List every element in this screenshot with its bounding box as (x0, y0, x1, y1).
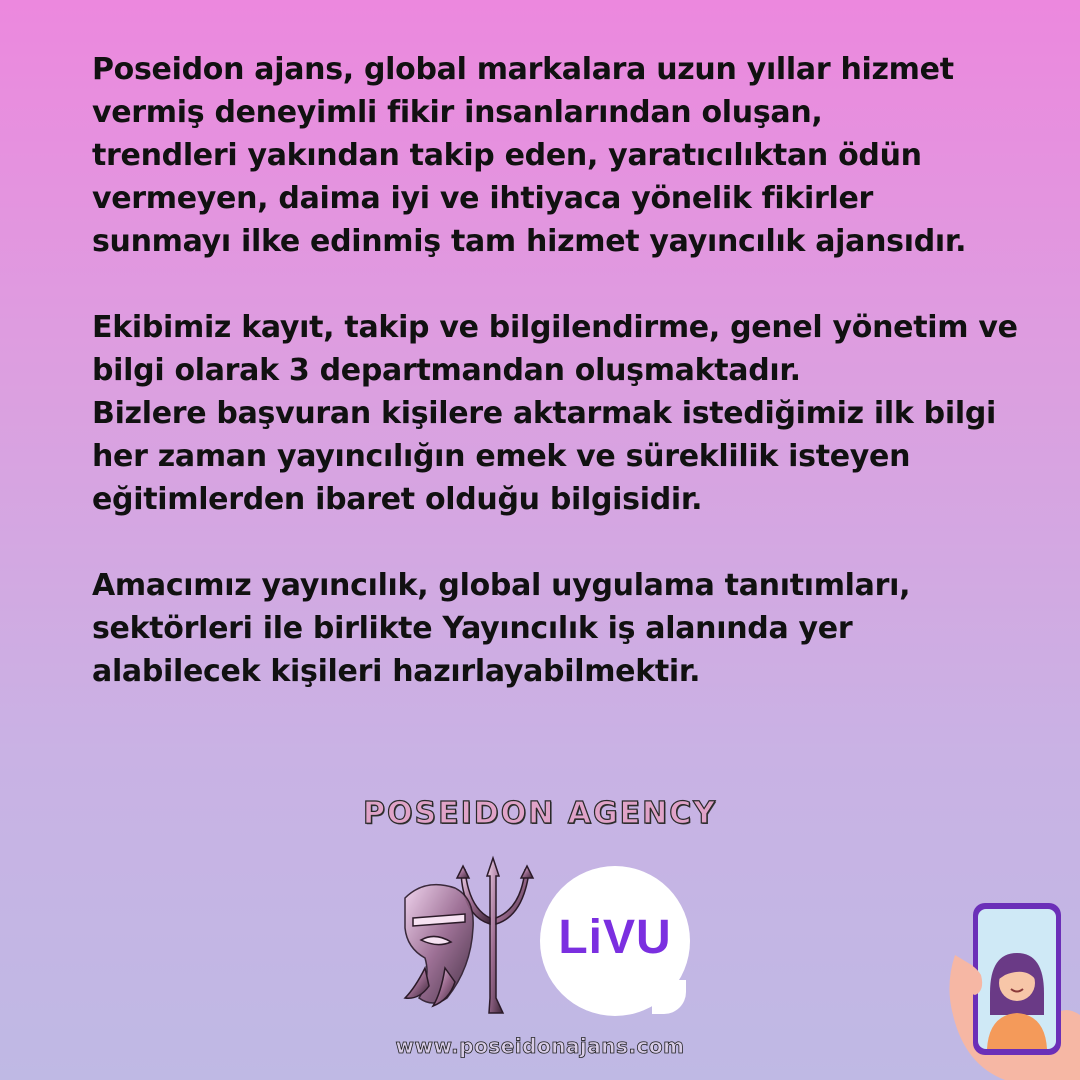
text-line: Poseidon ajans, global markalara uzun yıllar hizmet (92, 52, 954, 87)
paragraph-team (92, 306, 1022, 521)
agency-name: POSEIDON AGENCY (363, 796, 717, 831)
text-line: alabilecek kişileri hazırlayabilmektir. (92, 654, 701, 689)
paragraph-goal (92, 564, 1022, 693)
text-line: sektörleri ile birlikte Yayıncılık iş alanında yer (92, 611, 853, 646)
description-text (92, 48, 1022, 736)
text-line: vermeyen, daima iyi ve ihtiyaca yönelik fikirler (92, 181, 874, 216)
text-line: vermiş deneyimli fikir insanlarından oluşan, (92, 95, 823, 130)
livu-logo-text: LiVU (558, 911, 672, 964)
website-url: www.poseidonajans.com (395, 1034, 685, 1058)
text-line: eğitimlerden ibaret olduğu bilgisidir. (92, 482, 703, 517)
text-line: sunmayı ilke edinmiş tam hizmet yayıncılık ajansıdır. (92, 224, 967, 259)
trident-logo-icon (385, 848, 545, 1018)
text-line: Bizlere başvuran kişilere aktarmak istediğimiz ilk bilgi (92, 396, 996, 431)
text-line: bilgi olarak 3 departmandan oluşmaktadır. (92, 353, 801, 388)
paragraph-about (92, 48, 1022, 263)
text-line: Amacımız yayıncılık, global uygulama tanıtımları, (92, 568, 911, 603)
text-line: trendleri yakından takip eden, yaratıcılıktan ödün (92, 138, 922, 173)
livu-logo-icon (540, 866, 690, 1016)
phone-woman-icon (945, 895, 1080, 1080)
text-line: her zaman yayıncılığın emek ve süreklilik isteyen (92, 439, 911, 474)
text-line: Ekibimiz kayıt, takip ve bilgilendirme, genel yönetim ve (92, 310, 1018, 345)
